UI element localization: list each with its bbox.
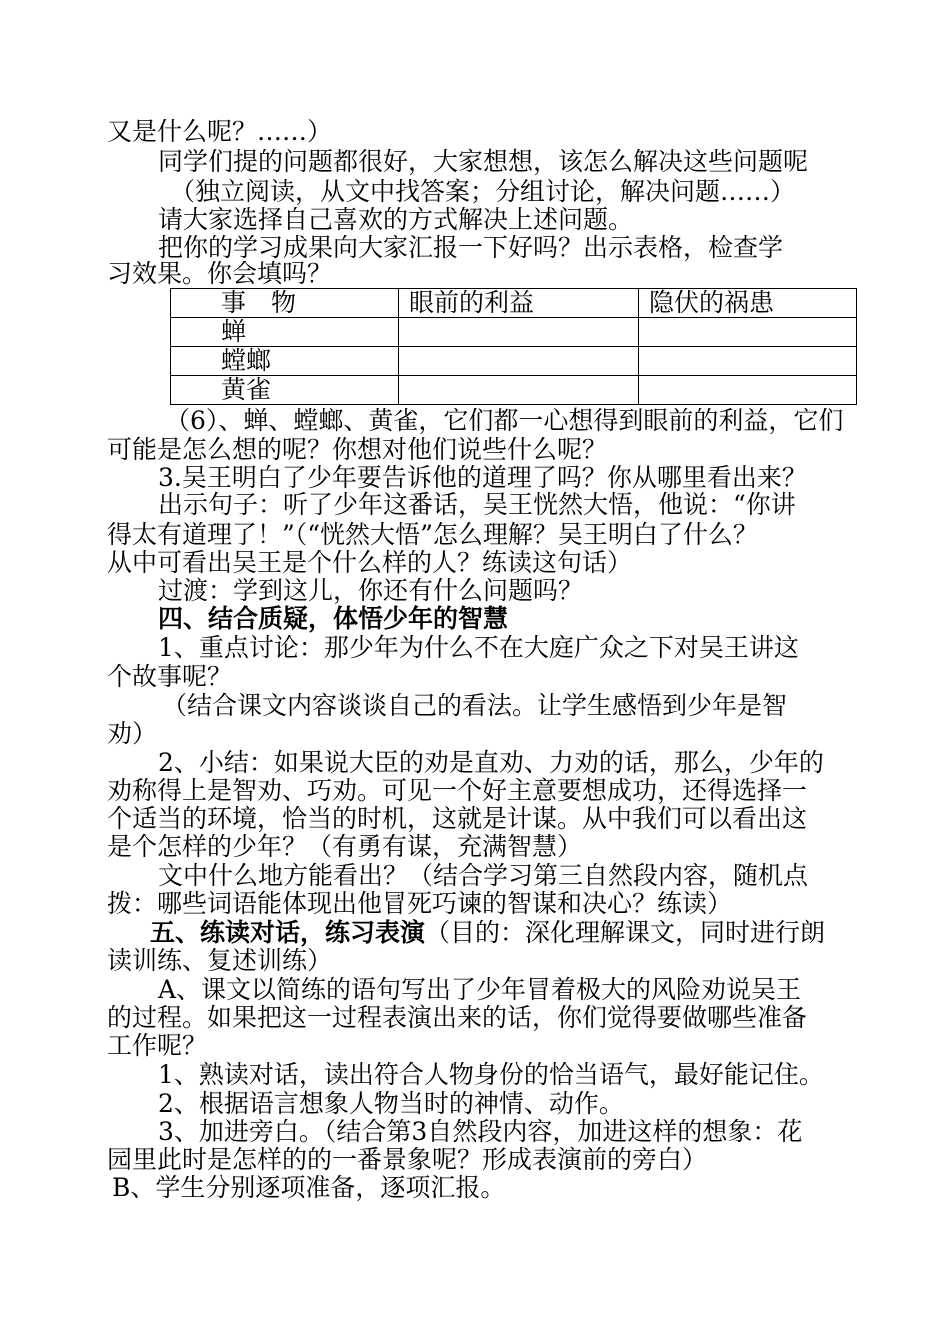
text-line: 1、重点讨论：那少年为什么不在大庭广众之下对吴王讲这	[158, 633, 799, 662]
table-header-cell: 事 物	[171, 289, 399, 318]
text-line: 又是什么呢？……）	[107, 117, 333, 146]
text-line: A、课文以简练的语句写出了少年冒着极大的风险劝说吴王	[158, 975, 802, 1004]
text-line: 把你的学习成果向大家汇报一下好吗？出示表格，检查学	[158, 233, 784, 262]
text-line: （独立阅读，从文中找答案；分组讨论，解决问题……）	[170, 177, 796, 206]
text-line: 是个怎样的少年？（有勇有谋，充满智慧）	[107, 832, 583, 861]
table-cell	[639, 347, 857, 376]
text-line: 2、根据语言想象人物当时的神情、动作。	[158, 1089, 624, 1118]
table-cell: 黄雀	[171, 376, 399, 405]
text-line: 习效果。你会填吗？	[107, 259, 333, 288]
text-line: 可能是怎么想的呢？你想对他们说些什么呢？	[107, 435, 608, 464]
text-line: 过渡：学到这儿，你还有什么问题吗？	[158, 576, 584, 605]
text-line: 请大家选择自己喜欢的方式解决上述问题。	[158, 205, 634, 234]
table-row	[171, 318, 857, 347]
text-line: 园里此时是怎样的的一番景象呢？形成表演前的旁白）	[107, 1145, 708, 1174]
table-cell: 蝉	[171, 318, 399, 347]
text-line: 工作呢？	[107, 1031, 208, 1060]
table-header-cell: 隐伏的祸患	[639, 289, 857, 318]
text-line: 个故事呢？	[107, 662, 233, 691]
text-line: 拨：哪些词语能体现出他冒死巧谏的智谋和决心？练读）	[107, 889, 733, 918]
text-line: 3、加进旁白。（结合第3自然段内容，加进这样的想象：花	[158, 1117, 803, 1146]
text-line: 个适当的环境，恰当的时机，这就是计谋。从中我们可以看出这	[107, 804, 808, 833]
text-line: 从中可看出吴王是个什么样的人？练读这句话）	[107, 548, 633, 577]
table-cell	[639, 376, 857, 405]
table-cell	[399, 347, 639, 376]
table-cell: 螳螂	[171, 347, 399, 376]
comparison-table	[170, 288, 857, 405]
table-cell	[639, 318, 857, 347]
text-line: （结合课文内容谈谈自己的看法。让学生感悟到少年是智	[162, 691, 788, 720]
text-line: 同学们提的问题都很好，大家想想，该怎么解决这些问题呢	[158, 147, 809, 176]
table-row	[171, 347, 857, 376]
text-line: 2、小结：如果说大臣的劝是直劝、力劝的话，那么，少年的	[158, 748, 824, 777]
text-line: 3.吴王明白了少年要告诉他的道理了吗？你从哪里看出来？	[158, 463, 807, 492]
table-cell	[399, 376, 639, 405]
text-line: 读训练、复述训练）	[107, 946, 333, 975]
text-line: 的过程。如果把这一过程表演出来的话，你们觉得要做哪些准备	[107, 1003, 808, 1032]
text-line: 出示句子：听了少年这番话，吴王恍然大悟，他说：“你讲	[158, 490, 796, 519]
text-line: 得太有道理了！”（“恍然大悟”怎么理解？吴王明白了什么？	[107, 520, 758, 549]
text-line: 文中什么地方能看出？（结合学习第三自然段内容，随机点	[158, 861, 809, 890]
table-header-row	[171, 289, 857, 318]
section-heading: 五、练读对话，练习表演	[150, 918, 426, 947]
table-row	[171, 376, 857, 405]
text-line: 劝称得上是智劝、巧劝。可见一个好主意要想成功，还得选择一	[107, 776, 808, 805]
text-line-heading-row	[150, 918, 850, 948]
text-line: 1、熟读对话，读出符合人物身份的恰当语气，最好能记住。	[158, 1060, 824, 1089]
text-line: （6）、蝉、螳螂、黄雀，它们都一心想得到眼前的利益，它们	[165, 406, 844, 435]
section-heading: 四、结合质疑，体悟少年的智慧	[158, 604, 509, 633]
table-cell	[399, 318, 639, 347]
table-header-cell: 眼前的利益	[399, 289, 639, 318]
text-line: B、学生分别逐项准备，逐项汇报。	[112, 1173, 506, 1202]
text-line: 劝）	[107, 719, 158, 748]
section-heading-note: （目的：深化理解课文，同时进行朗	[425, 918, 826, 947]
